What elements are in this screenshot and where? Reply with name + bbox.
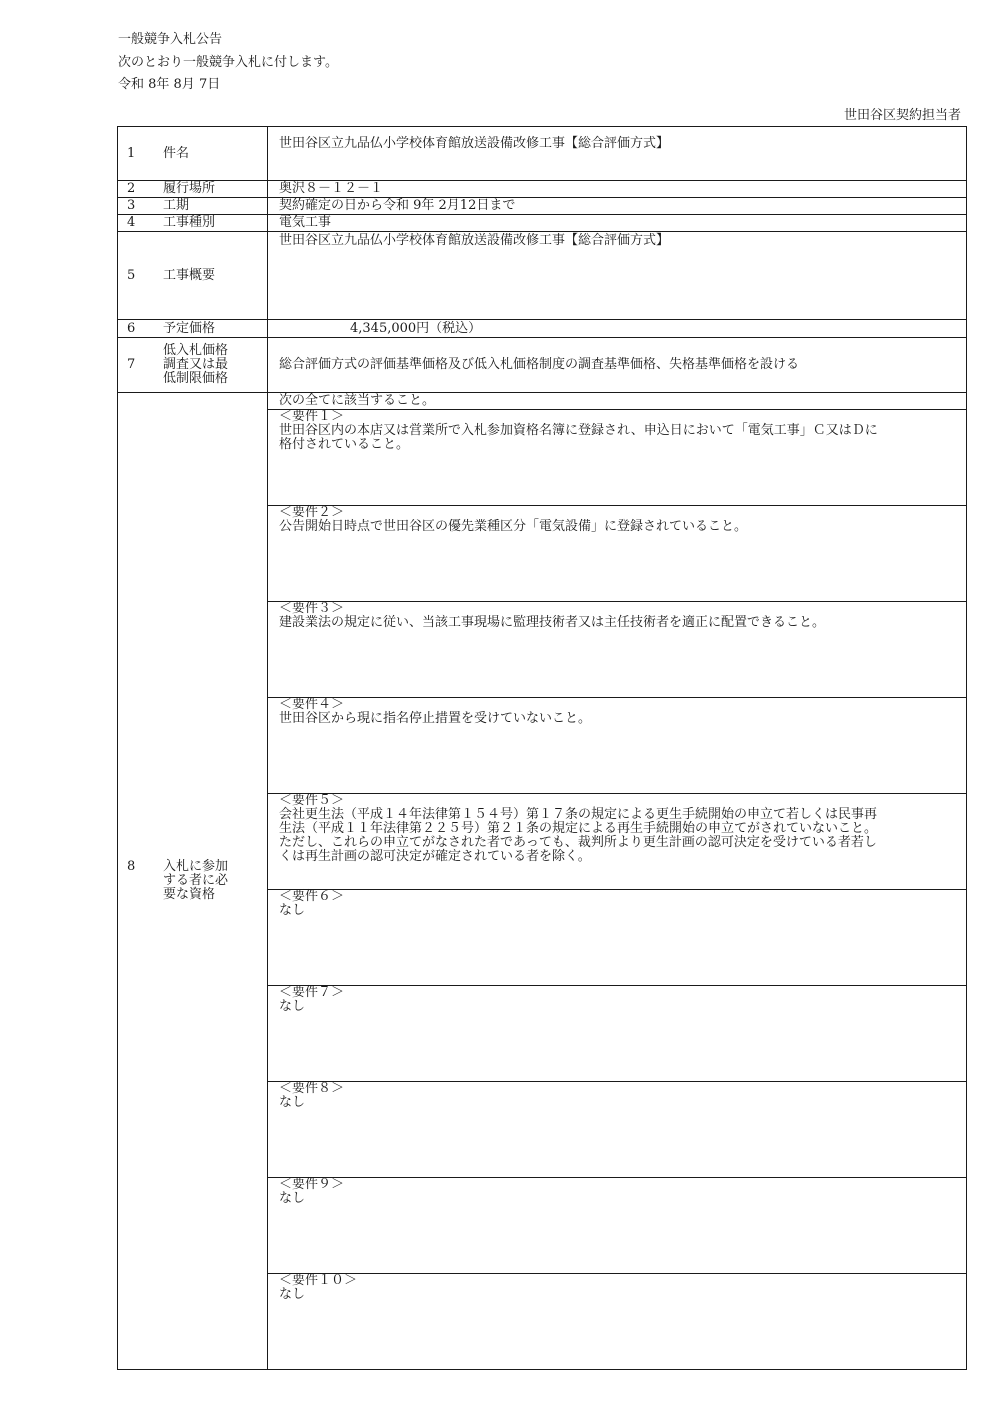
item-value: 世田谷区立九品仏小学校体育館放送設備改修工事【総合評価方式】 xyxy=(268,127,967,181)
item-label: 履行場所 xyxy=(163,181,216,196)
requirement-title: ＜要件５＞ xyxy=(279,793,345,808)
notice-table xyxy=(117,126,967,1370)
row-item-8 xyxy=(118,393,967,410)
item-number: 5 xyxy=(127,267,136,283)
notice-date: 令和 8年 8月 7日 xyxy=(118,77,221,92)
item-number: 2 xyxy=(127,181,136,196)
requirement-title: ＜要件１＞ xyxy=(279,409,345,424)
row-item-7 xyxy=(118,338,967,393)
requirement-title: ＜要件８＞ xyxy=(279,1081,345,1096)
requirement-body: 公告開始日時点で世田谷区の優先業種区分「電気設備」に登録されていること。 xyxy=(279,519,748,534)
requirement-title: ＜要件３＞ xyxy=(279,601,345,616)
item-value: 世田谷区立九品仏小学校体育館放送設備改修工事【総合評価方式】 xyxy=(268,232,967,320)
requirement-title: ＜要件４＞ xyxy=(279,697,345,712)
notice-title: 一般競争入札公告 xyxy=(118,32,223,47)
requirement-title: ＜要件２＞ xyxy=(279,505,345,520)
requirement-body: 世田谷区内の本店又は営業所で入札参加資格名簿に登録され、申込日において「電気工事」Ｃ又はＤに格付されていること。 xyxy=(279,423,878,452)
requirement-body: なし xyxy=(279,903,306,918)
requirement-title: ＜要件９＞ xyxy=(279,1177,345,1192)
row-item-2 xyxy=(118,181,967,198)
item-label: 低入札価格 調査又は最 低制限価格 xyxy=(163,343,229,386)
item-number: 3 xyxy=(127,198,136,213)
requirement-body: なし xyxy=(279,1287,306,1302)
requirement-body: なし xyxy=(279,1095,306,1110)
requirement-body: 会社更生法（平成１４年法律第１５４号）第１７条の規定による更生手続開始の申立て若しくは民事再生法（平成１１年法律第２２５号）第２１条の規定による再生手続開始の申立てがされていないこと。ただし、これらの申立てがなされた者であっても、裁判所より更生計画の認可決定を受けている者若しくは再生計画の認可決定が確定されている者を除く。 xyxy=(279,807,878,864)
item-label: 工事種別 xyxy=(163,215,216,230)
item-number: 1 xyxy=(127,145,136,161)
item-value: 契約確定の日から令和 9年 2月12日まで xyxy=(268,198,967,215)
row-item-3 xyxy=(118,198,967,215)
requirement-body: 世田谷区から現に指名停止措置を受けていないこと。 xyxy=(279,711,592,726)
item-number: 4 xyxy=(127,215,136,230)
row-item-4 xyxy=(118,215,967,232)
requirement-body: なし xyxy=(279,999,306,1014)
requirement-title: ＜要件６＞ xyxy=(279,889,345,904)
row-item-5 xyxy=(118,232,967,320)
requirement-body: 建設業法の規定に従い、当該工事現場に監理技術者又は主任技術者を適正に配置できること。 xyxy=(279,615,826,630)
contract-department: 世田谷区契約担当者 xyxy=(843,108,961,123)
requirement-title: ＜要件１０＞ xyxy=(279,1273,358,1288)
item-number: 8 xyxy=(127,859,136,874)
item-label: 工事概要 xyxy=(163,267,216,283)
row-item-1 xyxy=(118,127,967,181)
qualification-intro: 次の全てに該当すること。 xyxy=(268,393,967,410)
item-label: 入札に参加 する者に必 要な資格 xyxy=(163,859,229,902)
item-value: 4,345,000円（税込） xyxy=(268,320,967,338)
item-value: 総合評価方式の評価基準価格及び低入札価格制度の調査基準価格、失格基準価格を設ける xyxy=(268,338,967,393)
item-value: 奥沢８－１２－１ xyxy=(268,181,967,198)
item-label: 件名 xyxy=(163,145,190,161)
notice-intro: 次のとおり一般競争入札に付します。 xyxy=(118,55,338,70)
requirement-title: ＜要件７＞ xyxy=(279,985,345,1000)
requirement-body: なし xyxy=(279,1191,306,1206)
row-item-6 xyxy=(118,320,967,338)
item-number: 6 xyxy=(127,320,136,336)
item-label: 工期 xyxy=(163,198,190,213)
item-label: 予定価格 xyxy=(163,320,216,336)
item-value: 電気工事 xyxy=(268,215,967,232)
item-number: 7 xyxy=(127,357,136,372)
